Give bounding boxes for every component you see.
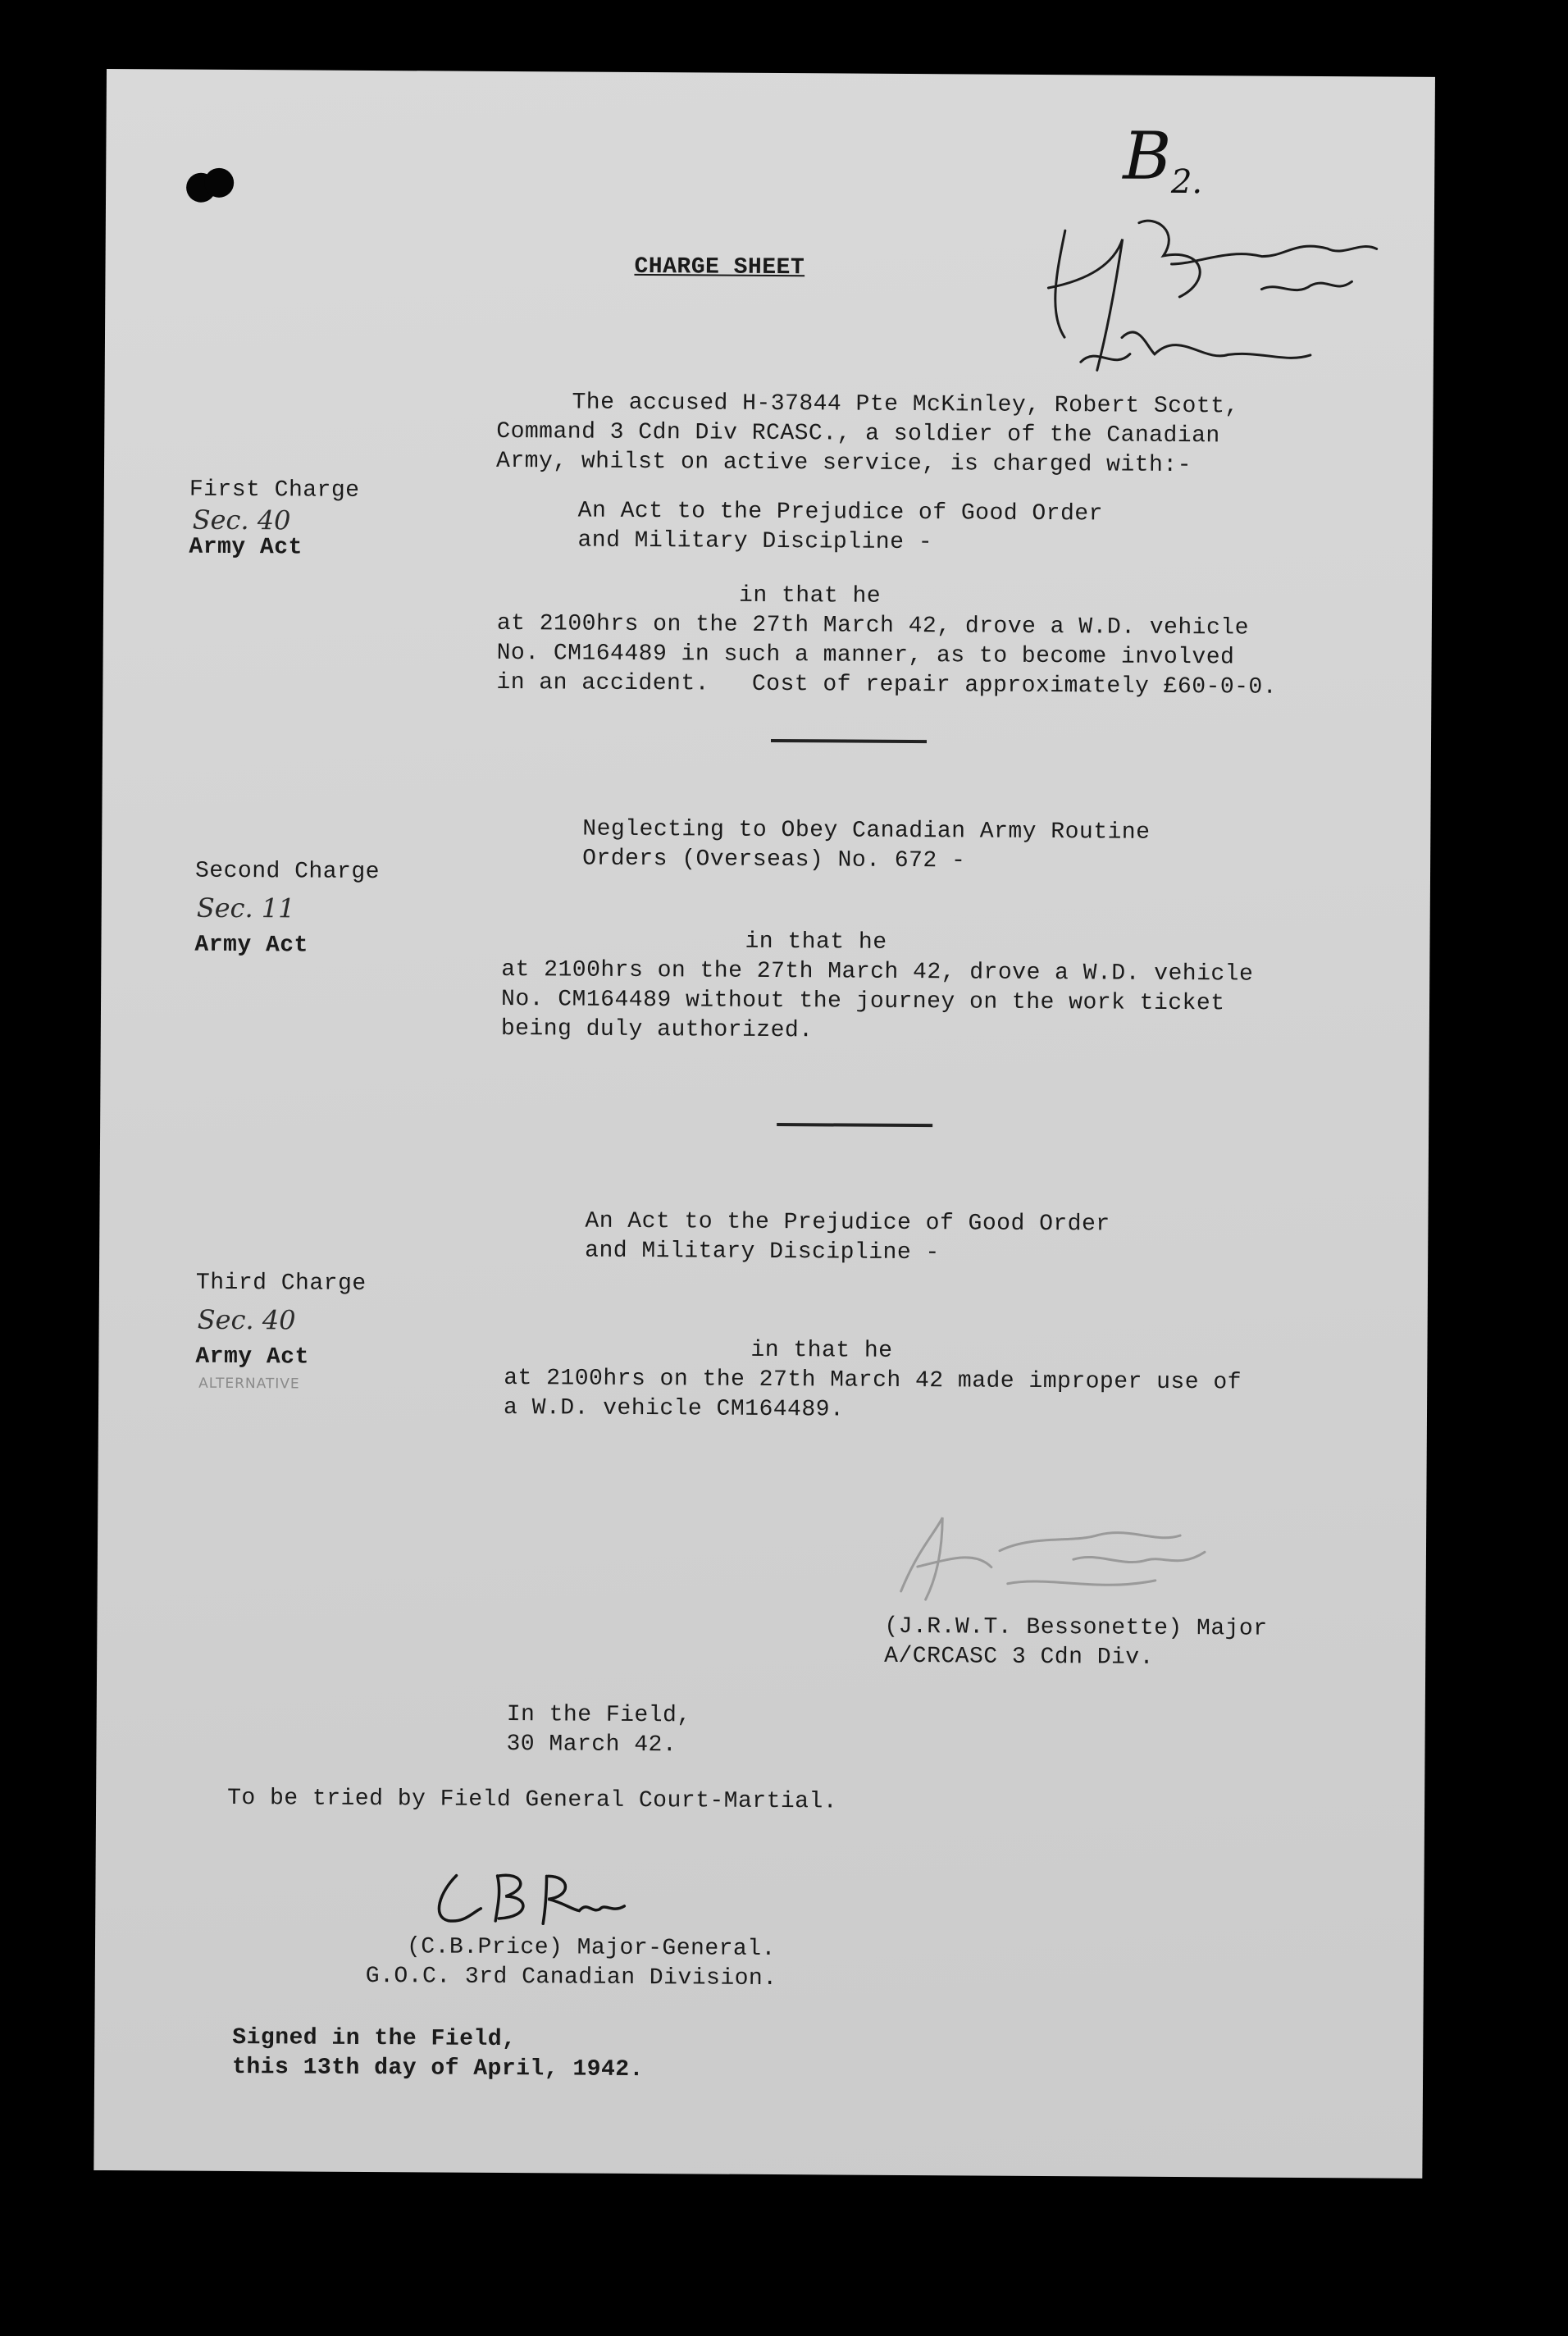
intro-line-3: Army, whilst on active service, is charged with:- xyxy=(495,448,1192,479)
charge-3-detail-line-2: a W.D. vehicle CM164489. xyxy=(503,1394,845,1423)
trial-instruction: To be tried by Field General Court-Martial. xyxy=(227,1785,838,1815)
charge-1-offence-line-2: and Military Discipline - xyxy=(577,527,933,556)
charge-sheet-page xyxy=(93,69,1435,2179)
bessonette-signature xyxy=(884,1501,1229,1618)
charge-2-detail-line-2: No. CM164489 without the journey on the work ticket xyxy=(500,986,1225,1017)
charge-2-in-that: in that he xyxy=(745,928,887,956)
signatory-1-name: (J.R.W.T. Bessonette) Major xyxy=(884,1613,1268,1642)
charge-2-label: Second Charge xyxy=(194,858,381,886)
charge-1-act: Army Act xyxy=(189,534,303,561)
signed-line-2: this 13th day of April, 1942. xyxy=(232,2054,644,2083)
file-mark: $B_{2.}$ xyxy=(1123,117,1203,202)
charge-3-offence-line-2: and Military Discipline - xyxy=(585,1238,940,1266)
charge-1-detail-line-2: No. CM164489 in such a manner, as to become involved xyxy=(496,640,1235,671)
signed-line-1: Signed in the Field, xyxy=(232,2024,517,2053)
charge-2-offence-line-1: Neglecting to Obey Canadian Army Routine xyxy=(582,816,1151,846)
divider-2 xyxy=(777,1123,932,1127)
signatory-1-unit: A/CRCASC 3 Cdn Div. xyxy=(884,1643,1155,1671)
charge-3-section: Sec. 40 xyxy=(197,1303,296,1336)
charge-1-offence-line-1: An Act to the Prejudice of Good Order xyxy=(577,498,1104,527)
charge-3-offence-line-1: An Act to the Prejudice of Good Order xyxy=(585,1208,1110,1238)
charge-1-in-that: in that he xyxy=(738,582,882,609)
page-title: CHARGE SHEET xyxy=(634,253,805,281)
date-line: 30 March 42. xyxy=(506,1731,677,1759)
charge-2-offence-line-2: Orders (Overseas) No. 672 - xyxy=(582,846,966,874)
charge-3-act: Army Act xyxy=(195,1344,309,1371)
charge-1-detail-line-3: in an accident. Cost of repair approximately £60-0-0. xyxy=(496,669,1278,700)
signatory-2-name: (C.B.Price) Major-General. xyxy=(406,1934,776,1963)
divider-1 xyxy=(771,739,927,743)
charge-1-detail-line-1: at 2100hrs on the 27th March 42, drove a W.D. vehicle xyxy=(496,610,1250,641)
charge-3-label: Third Charge xyxy=(195,1270,367,1297)
signatory-2-unit: G.O.C. 3rd Canadian Division. xyxy=(365,1963,777,1992)
charge-2-act: Army Act xyxy=(194,932,308,959)
price-signature xyxy=(423,1850,670,1934)
charge-2-section: Sec. 11 xyxy=(196,892,295,924)
intro-line-1: The accused H-37844 Pte McKinley, Robert Scott, xyxy=(572,390,1239,420)
punch-hole-icon xyxy=(181,162,247,211)
charge-1-label: First Charge xyxy=(189,477,360,504)
charge-1-section: Sec. 40 xyxy=(192,504,291,536)
charge-3-detail-line-1: at 2100hrs on the 27th March 42 made improper use of xyxy=(504,1365,1242,1396)
charge-3-in-that: in that he xyxy=(750,1337,893,1364)
charge-3-note: ALTERNATIVE xyxy=(198,1375,300,1393)
intro-line-2: Command 3 Cdn Div RCASC., a soldier of the Canadian xyxy=(496,418,1220,449)
charge-2-detail-line-3: being duly authorized. xyxy=(500,1015,814,1044)
charge-2-detail-line-1: at 2100hrs on the 27th March 42, drove a W.D. vehicle xyxy=(501,956,1254,988)
place-line: In the Field, xyxy=(506,1702,691,1729)
